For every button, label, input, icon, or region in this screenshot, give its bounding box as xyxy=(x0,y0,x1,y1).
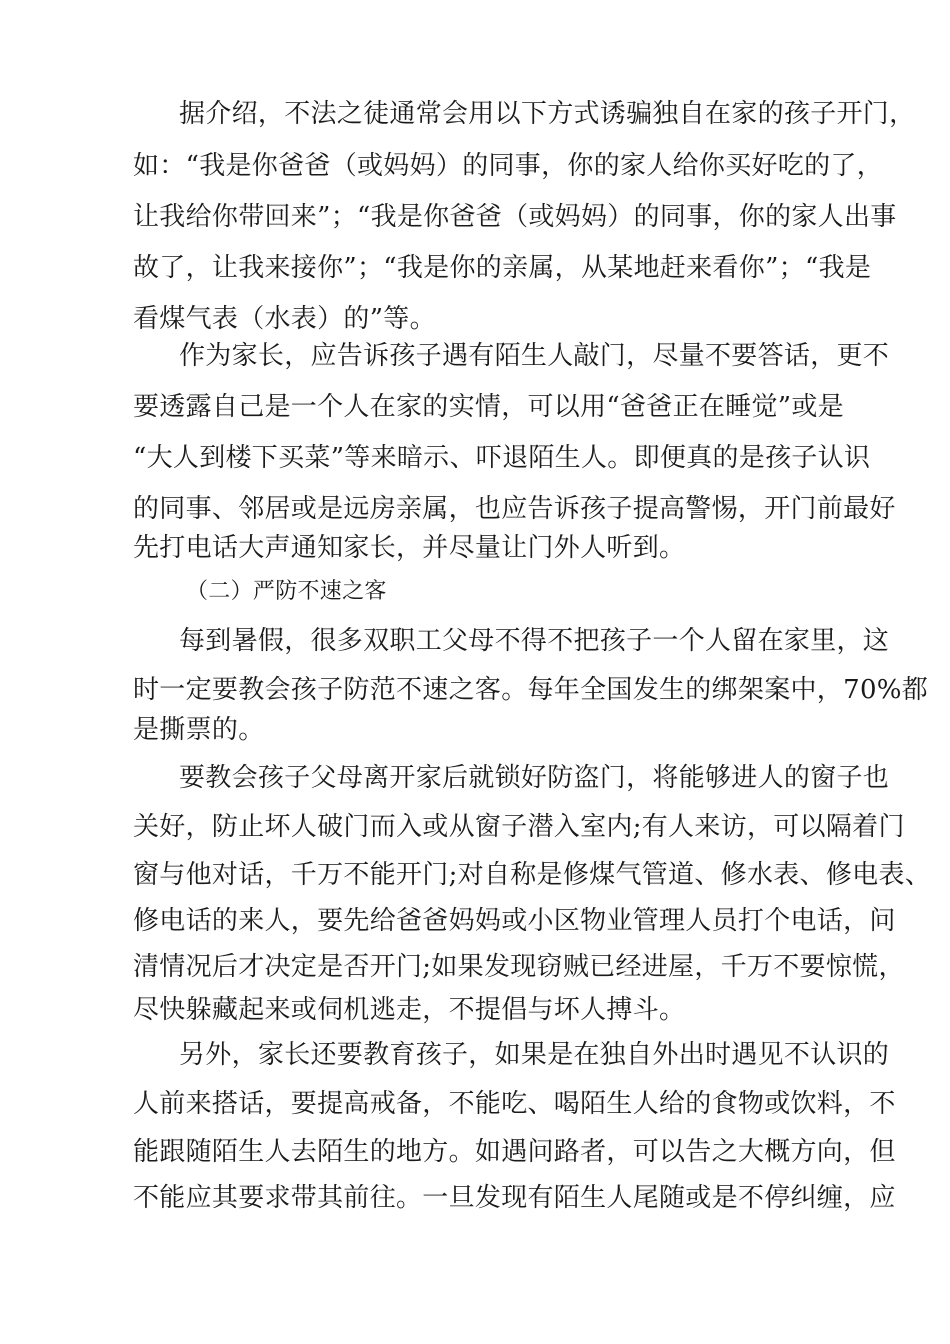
paragraph-4-line-3: 窗与他对话，千万不能开门;对自称是修煤气管道、修水表、修电表、 xyxy=(133,860,932,890)
paragraph-3-line-2: 时一定要教会孩子防范不速之客。每年全国发生的绑架案中，70%都 xyxy=(133,675,929,705)
paragraph-1-line-4: 故了，让我来接你”；“我是你的亲属，从某地赶来看你”；“我是 xyxy=(133,253,872,283)
paragraph-2-line-2: 要透露自己是一个人在家的实情，可以用“爸爸正在睡觉”或是 xyxy=(133,392,844,422)
paragraph-5-line-3: 能跟随陌生人去陌生的地方。如遇问路者，可以告之大概方向，但 xyxy=(133,1137,896,1167)
paragraph-2-line-5: 先打电话大声通知家长，并尽量让门外人听到。 xyxy=(133,533,686,563)
section-heading: （二）严防不速之客 xyxy=(186,579,387,604)
paragraph-4-line-2: 关好，防止坏人破门而入或从窗子潜入室内;有人来访，可以隔着门 xyxy=(133,812,905,842)
paragraph-4-line-6: 尽快躲藏起来或伺机逃走，不提倡与坏人搏斗。 xyxy=(133,995,686,1025)
paragraph-2-line-1: 作为家长，应告诉孩子遇有陌生人敲门，尽量不要答话，更不 xyxy=(179,341,890,371)
paragraph-1-line-1: 据介绍，不法之徒通常会用以下方式诱骗独自在家的孩子开门， xyxy=(179,99,916,129)
paragraph-5-line-4: 不能应其要求带其前往。一旦发现有陌生人尾随或是不停纠缠，应 xyxy=(133,1183,896,1213)
paragraph-4-line-4: 修电话的来人，要先给爸爸妈妈或小区物业管理人员打个电话，问 xyxy=(133,906,896,936)
paragraph-3-line-1: 每到暑假，很多双职工父母不得不把孩子一个人留在家里，这 xyxy=(179,626,890,656)
paragraph-1-line-3: 让我给你带回来”；“我是你爸爸（或妈妈）的同事，你的家人出事 xyxy=(133,202,897,232)
paragraph-5-line-1: 另外，家长还要教育孩子，如果是在独自外出时遇见不认识的 xyxy=(179,1040,890,1070)
paragraph-1-line-2: 如：“我是你爸爸（或妈妈）的同事，你的家人给你买好吃的了， xyxy=(133,151,883,181)
paragraph-4-line-5: 清情况后才决定是否开门;如果发现窃贼已经进屋，千万不要惊慌， xyxy=(133,952,905,982)
paragraph-2-line-3: “大人到楼下买菜”等来暗示、吓退陌生人。即便真的是孩子认识 xyxy=(133,443,871,473)
paragraph-1-line-5: 看煤气表（水表）的”等。 xyxy=(133,304,436,334)
paragraph-2-line-4: 的同事、邻居或是远房亲属，也应告诉孩子提高警惕，开门前最好 xyxy=(133,494,896,524)
paragraph-3-line-3: 是撕票的。 xyxy=(133,715,265,745)
paragraph-5-line-2: 人前来搭话，要提高戒备，不能吃、喝陌生人给的食物或饮料，不 xyxy=(133,1089,896,1119)
paragraph-4-line-1: 要教会孩子父母离开家后就锁好防盗门，将能够进人的窗子也 xyxy=(179,763,890,793)
